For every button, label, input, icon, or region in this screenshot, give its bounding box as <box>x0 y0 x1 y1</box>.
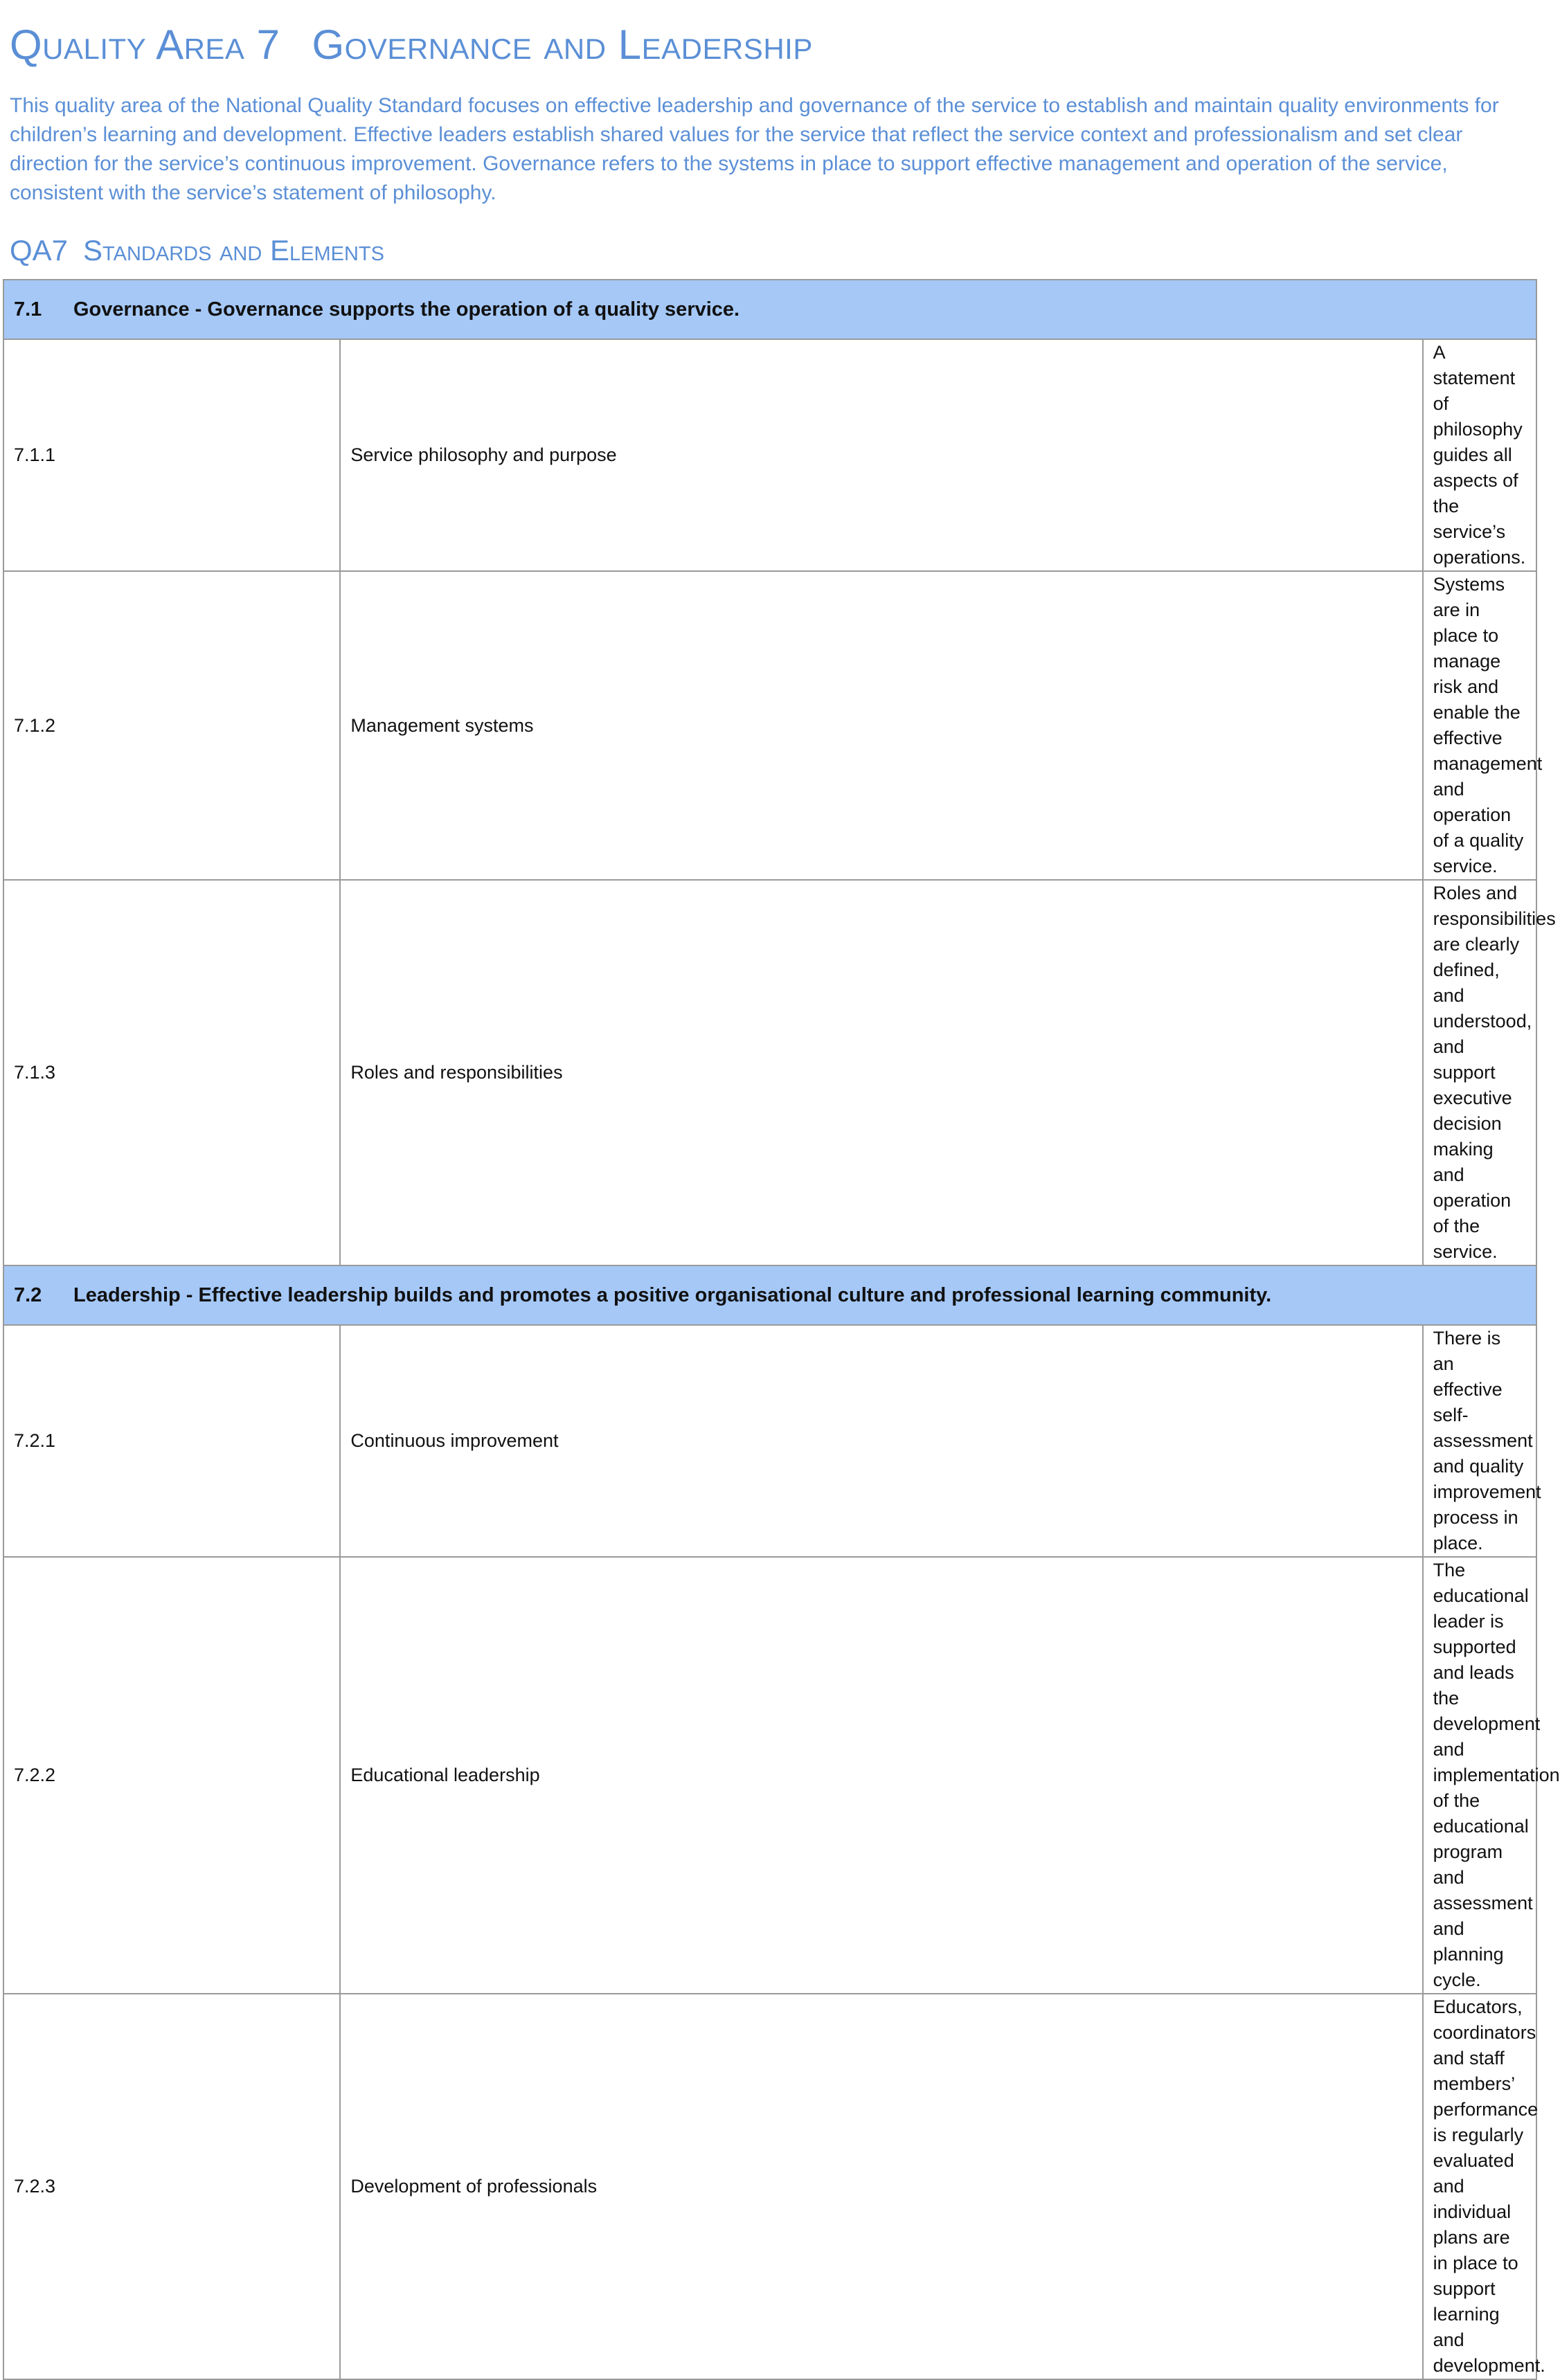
element-id: 7.2.3 <box>3 1994 340 2379</box>
table-row <box>3 1325 1536 1557</box>
quality-area-label: Quality Area 7 <box>10 21 280 68</box>
standard-title: Leadership - Effective leadership builds and promotes a positive organisational culture and professional learning community. <box>73 1283 1272 1306</box>
standard-heading <box>3 280 1536 339</box>
standards-table <box>3 279 1560 2380</box>
element-name: Roles and responsibilities <box>340 880 1422 1265</box>
element-name: Management systems <box>340 571 1422 880</box>
quality-area-name: Governance and Leadership <box>312 21 813 68</box>
element-description: Roles and responsibilities are clearly defined, and understood, and support executive decision making and operation of the service. <box>1423 880 1536 1265</box>
element-description: A statement of philosophy guides all aspects of the service’s operations. <box>1423 339 1536 571</box>
section-heading <box>10 233 384 269</box>
section-code: QA7 <box>10 234 69 267</box>
standard-number: 7.1 <box>14 298 42 321</box>
standard-heading <box>3 1265 1536 1325</box>
standard-number: 7.2 <box>14 1283 42 1306</box>
intro-paragraph: This quality area of the National Quality Standard focuses on effective leadership and governance of the service to establish and maintain quality environments for children’s learning and development. Effective leaders establish shared values for the service that reflect the service context and professionalism and set clear direction for the service’s continuous improvement. Governance refers to the systems in place to support effective management and operation of the service, consistent with the service’s statement of philosophy. <box>10 94 1499 204</box>
element-id: 7.2.1 <box>3 1325 340 1557</box>
standard-title: Governance - Governance supports the operation of a quality service. <box>73 298 740 321</box>
element-description: The educational leader is supported and leads the development and implementation of the educational program and assessment and planning cycle. <box>1423 1557 1536 1994</box>
table-row <box>3 339 1536 571</box>
element-description: Systems are in place to manage risk and enable the effective management and operation of a quality service. <box>1423 571 1536 880</box>
standard-row <box>3 280 1536 339</box>
table-row <box>3 571 1536 880</box>
section-heading-text: Standards and Elements <box>83 234 384 267</box>
standard-row <box>3 1265 1536 1325</box>
element-id: 7.2.2 <box>3 1557 340 1994</box>
element-name: Development of professionals <box>340 1994 1422 2379</box>
table-row <box>3 880 1536 1265</box>
table-row <box>3 1994 1536 2379</box>
element-id: 7.1.1 <box>3 339 340 571</box>
page-title <box>10 21 813 69</box>
element-name: Educational leadership <box>340 1557 1422 1994</box>
element-id: 7.1.3 <box>3 880 340 1265</box>
element-id: 7.1.2 <box>3 571 340 880</box>
table-row <box>3 1557 1536 1994</box>
element-description: There is an effective self-assessment and quality improvement process in place. <box>1423 1325 1536 1557</box>
element-name: Service philosophy and purpose <box>340 339 1422 571</box>
element-name: Continuous improvement <box>340 1325 1422 1557</box>
element-description: Educators, coordinators and staff members’ performance is regularly evaluated and individual plans are in place to support learning and development. <box>1423 1994 1536 2379</box>
